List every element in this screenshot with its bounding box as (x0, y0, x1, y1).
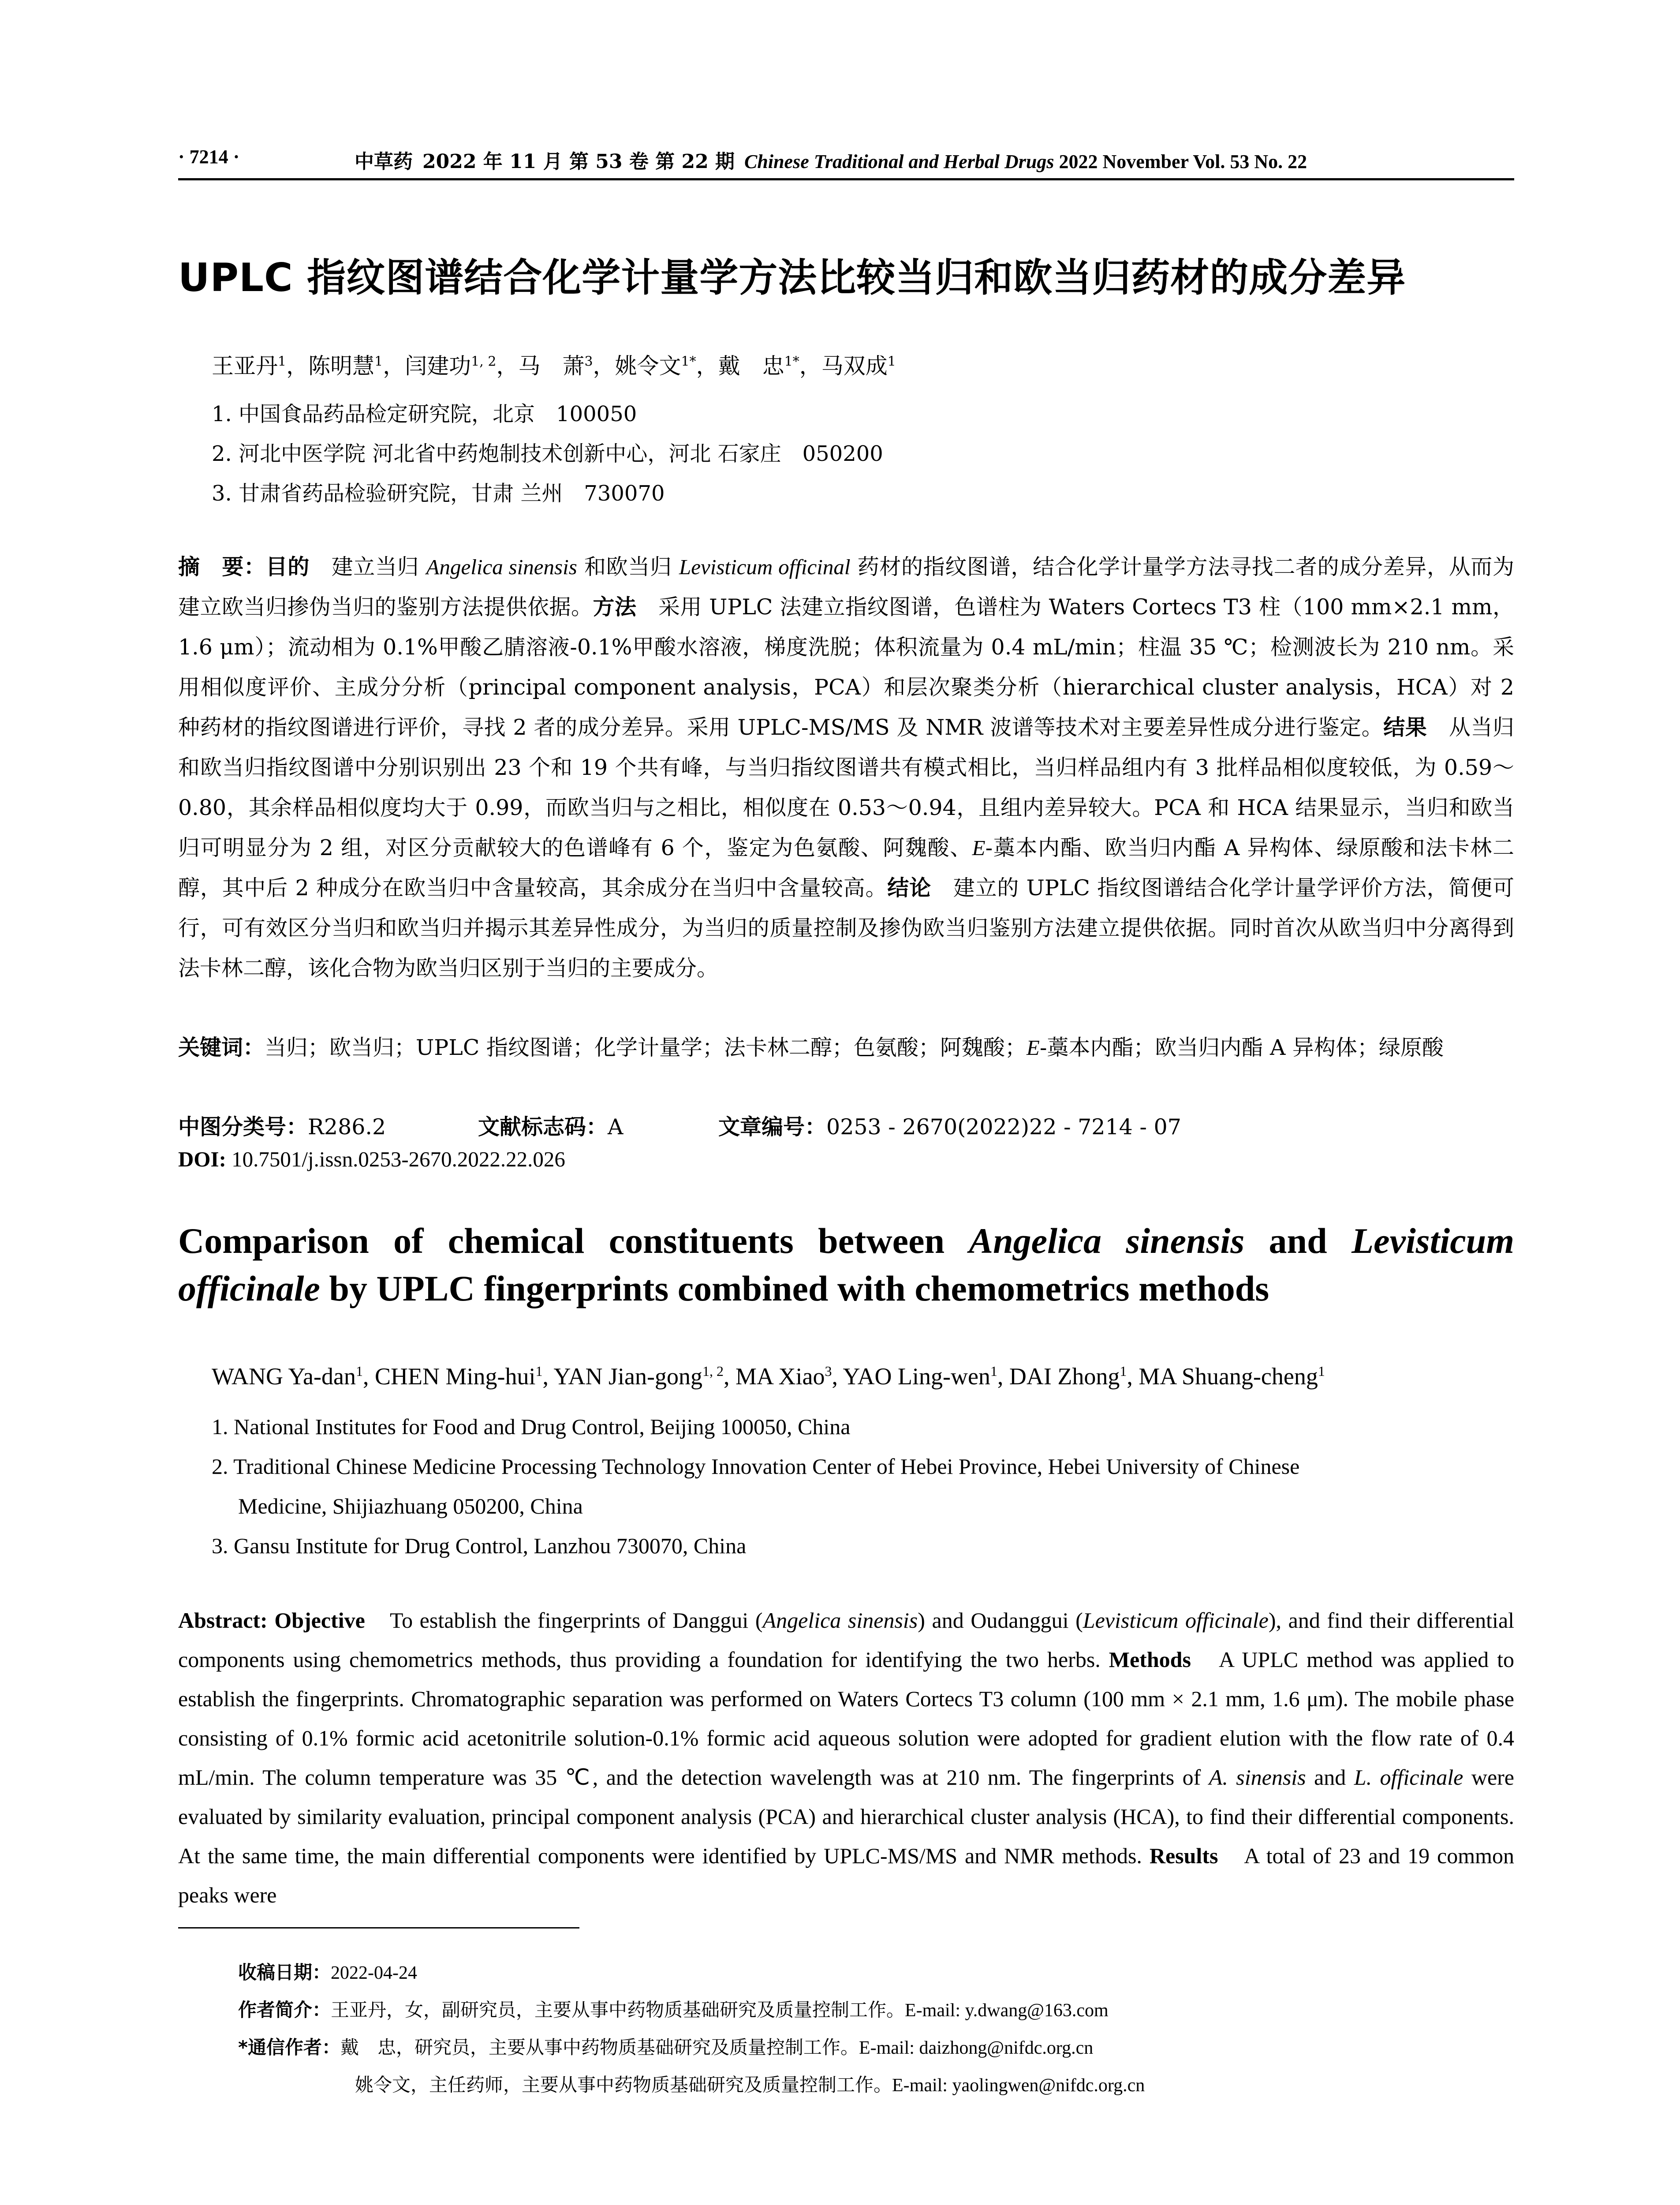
chinese-abstract: 摘 要：目的 建立当归 Angelica sinensis 和欧当归 Levisticum officinal 药材的指纹图谱，结合化学计量学方法寻找二者的成分差异，从而为建立欧当归掺伪当归的鉴别方法提供依据。方法 采用 UPLC 法建立指纹图谱，色谱柱为 Waters Cortecs T3 柱（100 mm×2.1 mm，1.6 μm）；流动相为 0.1%甲酸乙腈溶液-0.1%甲酸水溶液，梯度洗脱；体积流量为 0.4 mL/min；柱温 35 ℃；检测波长为 210 nm。采用相似度评价、主成分分析（principal component analysis，PCA）和层次聚类分析（hierarchical cluster analysis，HCA）对 2 种药材的指纹图谱进行评价，寻找 2 者的成分差异。采用 UPLC-MS/MS 及 NMR 波谱等技术对主要差异性成分进行鉴定。结果 从当归和欧当归指纹图谱中分别识别出 23 个和 19 个共有峰，与当归指纹图谱共有模式相比，当归样品组内有 3 批样品相似度较低，为 0.59～0.80，其余样品相似度均大于 0.99，而欧当归与之相比，相似度在 0.53～0.94，且组内差异较大。PCA 和 HCA 结果显示，当归和欧当归可明显分为 2 组，对区分贡献较大的色谱峰有 6 个，鉴定为色氨酸、阿魏酸、E-藁本内酯、欧当归内酯 A 异构体、绿原酸和法卡林二醇，其中后 2 种成分在欧当归中含量较高，其余成分在当归中含量较高。结论 建立的 UPLC 指纹图谱结合化学计量学评价方法，简便可行，可有效区分当归和欧当归并揭示其差异性成分，为当归的质量控制及掺伪欧当归鉴别方法建立提供依据。同时首次从欧当归中分离得到法卡林二醇，该化合物为欧当归区别于当归的主要成分。 (178, 554, 1514, 981)
footnote-received: 收稿日期：2022-04-24 (238, 1962, 417, 1983)
keywords: 关键词：当归；欧当归；UPLC 指纹图谱；化学计量学；法卡林二醇；色氨酸；阿魏酸；E-藁本内酯；欧当归内酯 A 异构体；绿原酸 (178, 1035, 1444, 1060)
english-affiliation: 3. Gansu Institute for Drug Control, Lanzhou 730070, China (212, 1533, 747, 1558)
author: 马 萧$^3$， (518, 353, 615, 379)
issue-en: 2022 November Vol. 53 No. 22 (1059, 151, 1307, 172)
chinese-affiliation: 2. 河北中医学院 河北省中药炮制技术创新中心，河北 石家庄 050200 (212, 441, 883, 466)
author: YAN Jian-gong$^{1, 2}$, (553, 1363, 735, 1390)
author: DAI Zhong$^1$, (1009, 1363, 1139, 1390)
author: 闫建功$^{1, 2}$， (405, 353, 519, 379)
footnote-author-bio: 作者简介：王亚丹，女，副研究员，主要从事中药物质基础研究及质量控制工作。E-mail: y.dwang@163.com (238, 1999, 1109, 2021)
author: 陈明慧$^1$， (308, 353, 405, 379)
latin-name: Levisticum officinal (679, 555, 851, 579)
article-id-label: 文章编号： (718, 1114, 827, 1140)
english-title: Comparison of chemical constituents between Angelica sinensis and Levisticum officinale by UPLC fingerprints combined with chemometrics methods (178, 1221, 1514, 1308)
page-number: · 7214 · (178, 146, 240, 168)
author: 戴 忠$^{1*}$， (718, 353, 821, 379)
footnote-corresponding-2: 姚令文，主任药师，主要从事中药物质基础研究及质量控制工作。E-mail: yaolingwen@nifdc.org.cn (355, 2074, 1145, 2096)
english-affiliation: 2. Traditional Chinese Medicine Processing Technology Innovation Center of Hebei Province, Hebei University of Chinese Medicine, Shijiazhuang 050200, China (212, 1454, 1300, 1518)
author: CHEN Ming-hui$^1$, (374, 1363, 554, 1390)
header-rule (178, 178, 1514, 180)
author: 马双成$^1$ (821, 353, 896, 379)
objective-label: 目的 (265, 554, 310, 579)
methods-label: 方法 (593, 594, 637, 620)
clc-code: R286.2 (308, 1114, 386, 1140)
abstract-objective-label: Abstract: Objective (178, 1608, 365, 1633)
english-authors (212, 1363, 1325, 1390)
conclusion-label: 结论 (887, 875, 931, 901)
footnote-rule (178, 1927, 579, 1928)
author: WANG Ya-dan$^1$, (212, 1363, 375, 1390)
abstract-label: 摘 要： (178, 554, 266, 579)
clc-label: 中图分类号： (178, 1114, 308, 1140)
methods-label: Methods (1109, 1647, 1191, 1672)
author: 姚令文$^{1*}$， (615, 353, 718, 379)
keywords-label: 关键词： (178, 1035, 265, 1060)
doi-label: DOI: (178, 1147, 226, 1171)
methods-text: 采用 UPLC 法建立指纹图谱，色谱柱为 Waters Cortecs T3 柱（100 mm×2.1 mm，1.6 μm）；流动相为 0.1%甲酸乙腈溶液-0.1%甲酸水溶液，梯度洗脱；体积流量为 0.4 mL/min；柱温 35 ℃；检测波长为 210 nm。采用相似度评价、主成分分析（principal component analysis，PCA）和层次聚类分析（hierarchical cluster analysis，HCA）对 2 种药材的指纹图谱进行评价，寻找 2 者的成分差异。采用 UPLC-MS/MS 及 NMR 波谱等技术对主要差异性成分进行鉴定。 (178, 594, 1514, 740)
article-id: 0253 - 2670(2022)22 - 7214 - 07 (826, 1114, 1181, 1140)
footnote-corresponding: *通信作者：戴 忠，研究员，主要从事中药物质基础研究及质量控制工作。E-mail: daizhong@nifdc.org.cn (238, 2037, 1094, 2058)
journal-name-en: Chinese Traditional and Herbal Drugs (744, 151, 1054, 172)
doc-code-label: 文献标志码： (478, 1114, 608, 1140)
conclusion-text: 建立的 UPLC 指纹图谱结合化学计量学评价方法，简便可行，可有效区分当归和欧当归并揭示其差异性成分，为当归的质量控制及掺伪欧当归鉴别方法建立提供依据。同时首次从欧当归中分离得到法卡林二醇，该化合物为欧当归区别于当归的主要成分。 (178, 875, 1514, 981)
english-affiliation: 1. National Institutes for Food and Drug Control, Beijing 100050, China (212, 1414, 851, 1439)
results-label: Results (1149, 1843, 1218, 1868)
results-label: 结果 (1383, 715, 1427, 740)
chinese-authors (212, 348, 896, 380)
author: MA Shuang-cheng$^1$ (1139, 1363, 1325, 1390)
doi (178, 1147, 565, 1172)
author: YAO Ling-wen$^1$, (843, 1363, 1009, 1390)
doi-value: 10.7501/j.issn.0253-2670.2022.22.026 (226, 1147, 565, 1171)
english-abstract: Abstract: Objective To establish the fingerprints of Danggui (Angelica sinensis) and Oudanggui (Levisticum officinale), and find their differential components using chemometrics methods, thus providing a foundation for identifying the two herbs. Methods A UPLC method was applied to establish the fingerprints. Chromatographic separation was performed on Waters Cortecs T3 column (100 mm × 2.1 mm, 1.6 μm). The mobile phase consisting of 0.1% formic acid acetonitrile solution-0.1% formic acid aqueous solution were adopted for gradient elution with the flow rate of 0.4 mL/min. The column temperature was 35 ℃, and the detection wavelength was at 210 nm. The fingerprints of A. sinensis and L. officinale were evaluated by similarity evaluation, principal component analysis (PCA) and hierarchical cluster analysis (HCA), to find their differential components. At the same time, the main differential components were identified by UPLC-MS/MS and NMR methods. Results A total of 23 and 19 common peaks were (178, 1608, 1515, 1907)
journal-name-cn: 中草药 (355, 150, 413, 173)
chinese-affiliation: 1. 中国食品药品检定研究院，北京 100050 (212, 402, 637, 426)
chinese-title: UPLC 指纹图谱结合化学计量学方法比较当归和欧当归药材的成分差异 (178, 255, 1406, 300)
issue-cn: 2022 年 11 月 第 53 卷 第 22 期 (422, 150, 735, 173)
journal-line (355, 146, 1307, 174)
running-header (178, 146, 1514, 176)
author: 王亚丹$^1$， (212, 353, 309, 379)
chinese-affiliation: 3. 甘肃省药品检验研究院，甘肃 兰州 730070 (212, 481, 665, 506)
author: MA Xiao$^3$, (735, 1363, 843, 1390)
doc-code: A (608, 1114, 623, 1140)
latin-name: Angelica sinensis (426, 555, 577, 579)
